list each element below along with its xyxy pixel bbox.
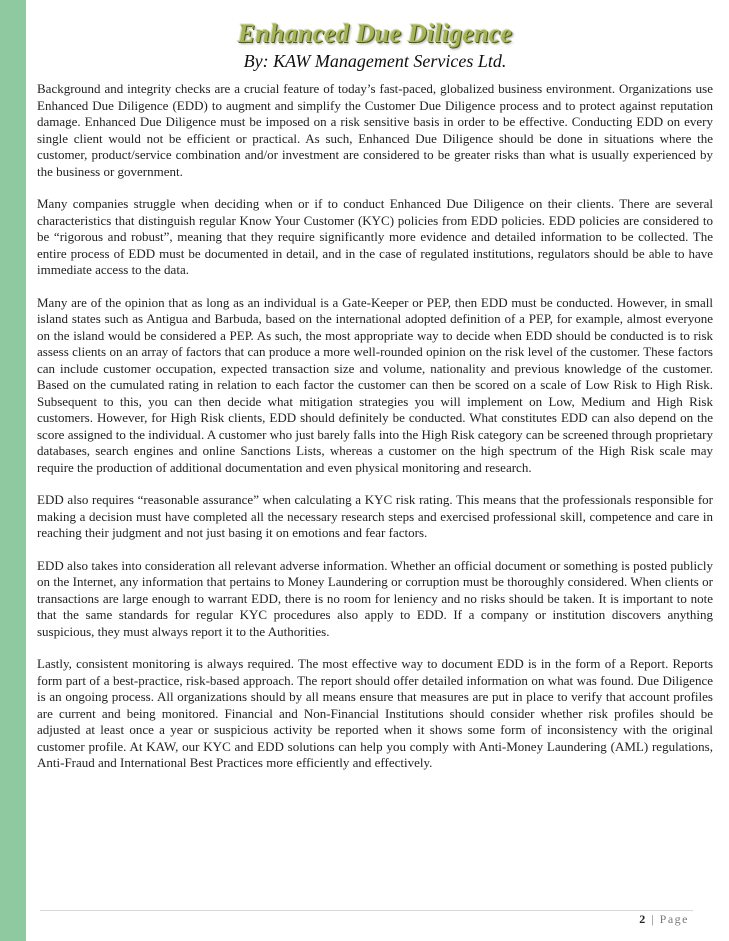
paragraph: Background and integrity checks are a crucial feature of today’s fast-paced, globalized business environment. Organizations use Enhanced Due Diligence (EDD) to augment and simplify the Customer Due Diligence process and to protect against reputation damage. Enhanced Due Diligence must be imposed on a risk sensitive basis in order to be effective. Conducting EDD on every single client would not be efficient or practical. As such, Enhanced Due Diligence should be done in situations where the customer, product/service combination and/or investment are considered to be greater risks than what is usually experienced by the business or government. xyxy=(37,81,713,179)
document-page xyxy=(37,0,713,788)
document-subtitle: By: KAW Management Services Ltd. xyxy=(243,51,507,71)
paragraph: EDD also takes into consideration all relevant adverse information. Whether an official document or something is posted publicly on the Internet, any information that pertains to Money Laundering or corruption must be thoroughly considered. When clients or transactions are large enough to warrant EDD, there is no room for leniency and no risks should be taken. It is important to note that the same standards for regular KYC procedures also apply to EDD. If a company or institution discovers anything suspicious, they must always report it to the Authorities. xyxy=(37,557,713,639)
paragraph: Lastly, consistent monitoring is always required. The most effective way to document EDD is in the form of a Report. Reports form part of a best-practice, risk-based approach. The report should offer detailed information on what was found. Due Diligence is an ongoing process. All organizations should by all means ensure that measures are put in place to verify that account profiles are current and being monitored. Financial and Non-Financial Institutions should consider whether risk profiles should be adjusted at least once a year or suspicious activity be reported when it shows some form of inconsistency with the original customer profile. At KAW, our KYC and EDD solutions can help you comply with Anti-Money Laundering (AML) regulations, Anti-Fraud and International Best Practices more efficiently and effectively. xyxy=(37,656,713,770)
paragraph: Many companies struggle when deciding when or if to conduct Enhanced Due Diligence on their clients. There are several characteristics that distinguish regular Know Your Customer (KYC) policies from EDD policies. EDD policies are considered to be “rigorous and robust”, meaning that they require significantly more evidence and detailed information to be collected. The entire process of EDD must be documented in detail, and in the case of regulated institutions, regulators should be able to have immediate access to the data. xyxy=(37,196,713,277)
paragraph: EDD also requires “reasonable assurance” when calculating a KYC risk rating. This means that the professionals responsible for making a decision must have completed all the necessary research steps and exercised professional skill, competence and care in reaching their judgment and not just basing it on emotions and fear factors. xyxy=(37,492,713,540)
document-body xyxy=(37,81,713,772)
page-number: 2 xyxy=(639,912,647,926)
footer-divider xyxy=(40,910,693,911)
page-footer xyxy=(639,912,689,927)
paragraph: Many are of the opinion that as long as an individual is a Gate-Keeper or PEP, then EDD must be conducted. However, in small island states such as Antigua and Barbuda, based on the international adopted definition of a PEP, for example, almost everyone on the island would be considered a PEP. As such, the most appropriate way to decide when EDD should be conducted is to risk assess clients on an array of factors that can produce a more well-rounded opinion on the risk level of the customer. These factors can include customer occupation, expected transaction size and volume, nationality and previous knowledge of the customer. Based on the cumulated rating in relation to each factor the customer can then be scored on a scale of Low Risk to High Risk. Subsequent to this, you can then decide what mitigation strategies you will implement on Low, Medium and High Risk customers. However, for High Risk clients, EDD should definitely be conducted. What constitutes EDD can also depend on the score assigned to the individual. A customer who just barely falls into the High Risk category can be screened through proprietary databases, search engines and online Sanctions Lists, whereas a customer on the high spectrum of the High Risk scale may require the production of additional documentation and even physical monitoring and research. xyxy=(37,294,713,475)
footer-separator: | xyxy=(646,912,660,926)
document-title: Enhanced Due Diligence xyxy=(237,19,513,48)
decorative-side-bar xyxy=(0,0,26,941)
page-label: Page xyxy=(659,912,689,926)
